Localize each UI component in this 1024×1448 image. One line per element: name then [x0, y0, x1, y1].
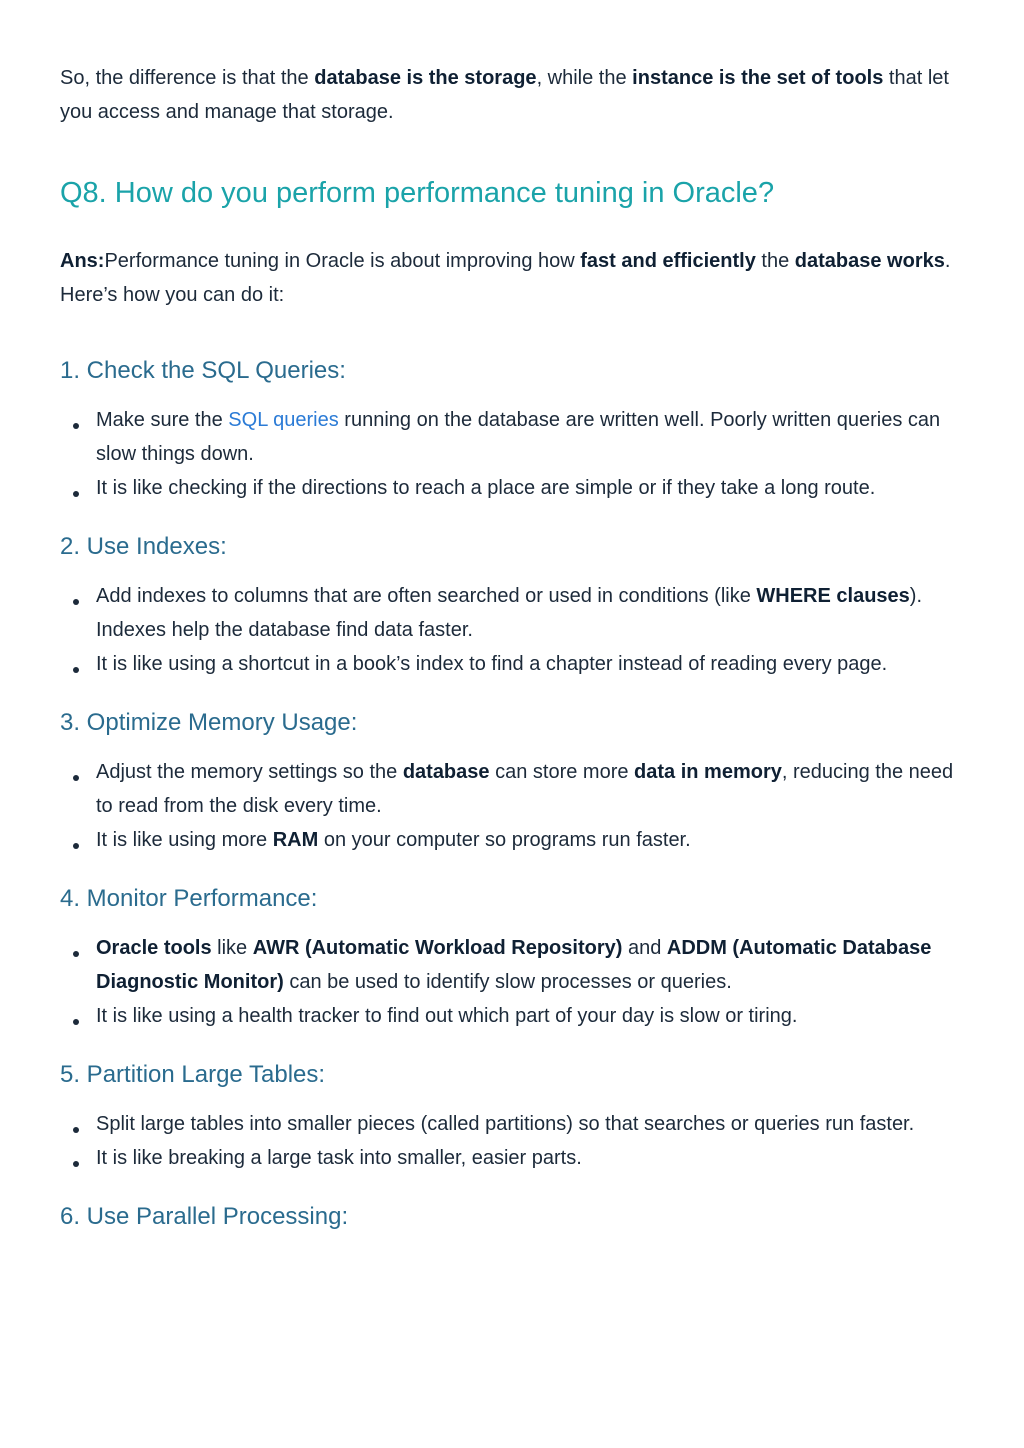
- item-text: like: [211, 937, 253, 959]
- list-item: [60, 1141, 975, 1175]
- bullet-dot-icon: [73, 599, 79, 605]
- item-text: It is like using a shortcut in a book’s index to find a chapter instead of reading every page.: [96, 653, 888, 675]
- item-bold-text: data in memory: [634, 761, 782, 783]
- answer-bold-text: fast and efficiently: [580, 250, 756, 272]
- item-text: can be used to identify slow processes or queries.: [283, 971, 732, 993]
- item-text: It is like checking if the directions to reach a place are simple or if they take a long route.: [96, 477, 876, 499]
- list-item: [60, 403, 975, 471]
- item-text: Add indexes to columns that are often searched or used in conditions (like: [96, 585, 757, 607]
- bullet-dot-icon: [73, 951, 79, 957]
- bullet-dot-icon: [73, 667, 79, 673]
- item-bold-text: AWR (Automatic Workload Repository): [252, 937, 623, 959]
- item-text: Make sure the: [96, 409, 229, 431]
- step-heading-parallel-processing: 6. Use Parallel Processing:: [60, 1203, 349, 1230]
- intro-bold-text: instance is the set of tools: [632, 67, 884, 89]
- intro-text: , while the: [536, 67, 633, 89]
- item-text: It is like using more: [96, 829, 273, 851]
- answer-bold-text: database works: [794, 250, 945, 272]
- item-text: It is like using a health tracker to find out which part of your day is slow or tiring.: [96, 1005, 798, 1027]
- list-item: [60, 999, 975, 1033]
- item-text: on your computer so programs run faster.: [318, 829, 691, 851]
- bullet-dot-icon: [73, 1127, 79, 1133]
- item-text: Adjust the memory settings so the: [96, 761, 403, 783]
- item-bold-text: database: [402, 761, 490, 783]
- step-list-partition-tables: [60, 1107, 975, 1175]
- item-text: and: [622, 937, 667, 959]
- answer-text: . Here’s how you can do it:: [60, 250, 951, 306]
- step-list-check-sql: [60, 403, 975, 505]
- list-item: [60, 647, 975, 681]
- intro-text: that let you access and manage that storage.: [60, 67, 949, 123]
- list-item: [60, 823, 975, 857]
- item-text: Split large tables into smaller pieces (called partitions) so that searches or queries run faster.: [96, 1113, 915, 1135]
- step-heading-check-sql: 1. Check the SQL Queries:: [60, 357, 346, 384]
- item-bold-text: ADDM (Automatic Database Diagnostic Monitor): [96, 937, 932, 993]
- answer-label: Ans:: [60, 250, 105, 272]
- list-item: [60, 755, 975, 823]
- sql-queries-link[interactable]: SQL queries: [228, 409, 339, 431]
- item-text: , reducing the need to read from the disk every time.: [96, 761, 954, 817]
- question-heading: Q8. How do you perform performance tuning in Oracle?: [60, 177, 775, 209]
- answer-text: the: [755, 250, 795, 272]
- step-list-use-indexes: [60, 579, 975, 681]
- answer-paragraph: [60, 244, 975, 312]
- bullet-dot-icon: [73, 423, 79, 429]
- bullet-dot-icon: [73, 1019, 79, 1025]
- item-text: can store more: [489, 761, 635, 783]
- step-heading-use-indexes: 2. Use Indexes:: [60, 533, 227, 560]
- item-text: It is like breaking a large task into smaller, easier parts.: [96, 1147, 582, 1169]
- answer-text: Performance tuning in Oracle is about improving how: [104, 250, 581, 272]
- intro-bold-text: database is the storage: [314, 67, 537, 89]
- item-bold-text: Oracle tools: [96, 937, 212, 959]
- intro-text: So, the difference is that the: [60, 67, 315, 89]
- list-item: [60, 471, 975, 505]
- step-list-monitor-performance: [60, 931, 975, 1033]
- step-heading-optimize-memory: 3. Optimize Memory Usage:: [60, 709, 358, 736]
- bullet-dot-icon: [73, 843, 79, 849]
- bullet-dot-icon: [73, 775, 79, 781]
- step-heading-monitor-performance: 4. Monitor Performance:: [60, 885, 318, 912]
- step-list-optimize-memory: [60, 755, 975, 857]
- list-item: [60, 1107, 975, 1141]
- intro-paragraph: [60, 61, 975, 129]
- list-item: [60, 931, 975, 999]
- document-page: [60, 0, 975, 1234]
- item-bold-text: RAM: [272, 829, 319, 851]
- list-item: [60, 579, 975, 647]
- item-text: ). Indexes help the database find data faster.: [96, 585, 922, 641]
- step-heading-partition-tables: 5. Partition Large Tables:: [60, 1061, 326, 1088]
- item-bold-text: WHERE clauses: [756, 585, 910, 607]
- bullet-dot-icon: [73, 491, 79, 497]
- bullet-dot-icon: [73, 1161, 79, 1167]
- item-text: running on the database are written well. Poorly written queries can slow things down.: [96, 409, 941, 465]
